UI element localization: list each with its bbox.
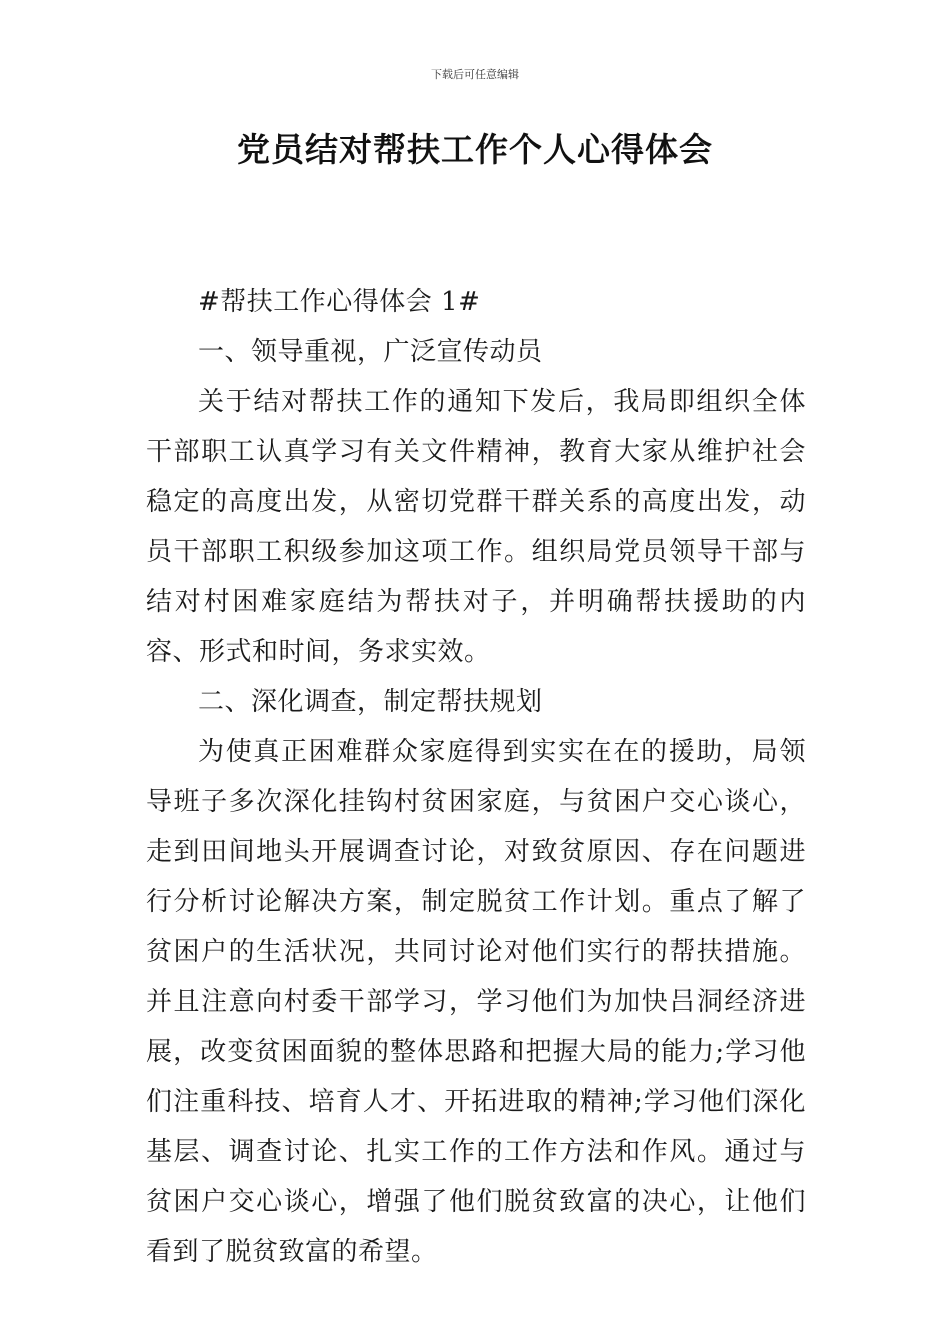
header-note: 下载后可任意编辑 — [431, 68, 519, 81]
section-marker: #帮扶工作心得体会 1# — [198, 287, 481, 317]
document-title: 党员结对帮扶工作个人心得体会 — [237, 130, 713, 169]
section-heading-2: 二、深化调查，制定帮扶规划 — [198, 687, 543, 717]
body-paragraph-2: 为使真正困难群众家庭得到实实在在的援助，局领导班子多次深化挂钩村贫困家庭，与贫困户交心谈心，走到田间地头开展调查讨论，对致贫原因、存在问题进行分析讨论解决方案，制定脱贫工作计划。重点了解了贫困户的生活状况，共同讨论对他们实行的帮扶措施。并且注意向村委干部学习，学习他们为加快吕洞经济进展，改变贫困面貌的整体思路和把握大局的能力;学习他们注重科技、培育人才、开拓进取的精神;学习他们深化基层、调查讨论、扎实工作的工作方法和作风。通过与贫困户交心谈心，增强了他们脱贫致富的决心，让他们看到了脱贫致富的希望。 — [146, 737, 806, 1267]
section-heading-1: 一、领导重视，广泛宣传动员 — [198, 337, 543, 367]
body-paragraph-1: 关于结对帮扶工作的通知下发后，我局即组织全体干部职工认真学习有关文件精神，教育大家从维护社会稳定的高度出发，从密切党群干群关系的高度出发，动员干部职工积级参加这项工作。组织局党员领导干部与结对村困难家庭结为帮扶对子，并明确帮扶援助的内容、形式和时间，务求实效。 — [146, 387, 806, 667]
document-body — [146, 277, 806, 1277]
